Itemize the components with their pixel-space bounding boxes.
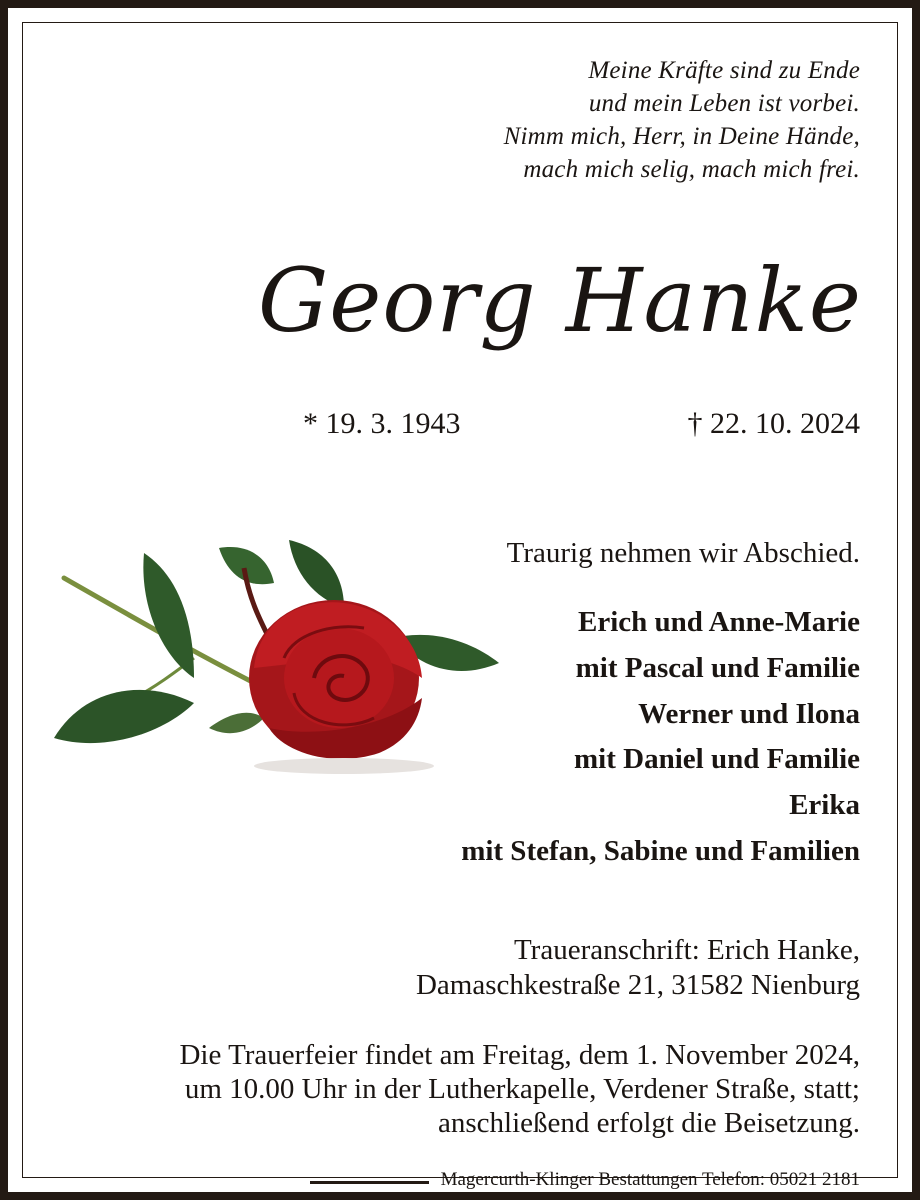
mourner-line: mit Stefan, Sabine und Familien (461, 834, 860, 867)
mourner-line: Erich und Anne-Marie (578, 606, 860, 638)
mourning-address (416, 933, 860, 1003)
birth-date: * 19. 3. 1943 (303, 407, 461, 440)
service-line: Die Trauerfeier findet am Freitag, dem 1. November 2024, (179, 1039, 860, 1071)
red-rose-icon (44, 528, 514, 788)
death-date: † 22. 10. 2024 (687, 407, 860, 440)
deceased-name: Georg Hanke (257, 249, 862, 352)
service-info (179, 1038, 860, 1140)
farewell-text: Traurig nehmen wir Abschied. (506, 537, 860, 569)
verse-line: und mein Leben ist vorbei. (588, 90, 860, 117)
service-line: um 10.00 Uhr in der Lutherkapelle, Verdener Straße, statt; (184, 1073, 860, 1105)
verse-line: mach mich selig, mach mich frei. (523, 156, 860, 183)
rose-leaf (209, 713, 264, 733)
mourners-list (461, 600, 860, 875)
mourner-line: Werner und Ilona (638, 697, 860, 730)
footer-rule (310, 1181, 429, 1184)
verse-line: Nimm mich, Herr, in Deine Hände, (503, 123, 860, 150)
address-line: Traueranschrift: Erich Hanke, (513, 934, 860, 966)
verse-line: Meine Kräfte sind zu Ende (588, 57, 860, 84)
verse (504, 54, 860, 186)
mourner-line: Erika (789, 789, 860, 822)
rose-leaf (143, 553, 194, 678)
rose-shadow (254, 758, 434, 774)
service-line: anschließend erfolgt die Beisetzung. (438, 1107, 860, 1139)
footer (310, 1168, 860, 1192)
mourner-line: mit Pascal und Familie (575, 651, 860, 684)
mourner-line: mit Daniel und Familie (574, 743, 860, 776)
rose-leaf (289, 540, 344, 608)
funeral-home-contact: Magercurth-Klinger Bestattungen Telefon: 05021 2181 (440, 1169, 860, 1190)
rose-petal-inner (284, 628, 394, 728)
address-line: Damaschkestraße 21, 31582 Nienburg (415, 969, 860, 1001)
rose-leaf (54, 690, 194, 743)
